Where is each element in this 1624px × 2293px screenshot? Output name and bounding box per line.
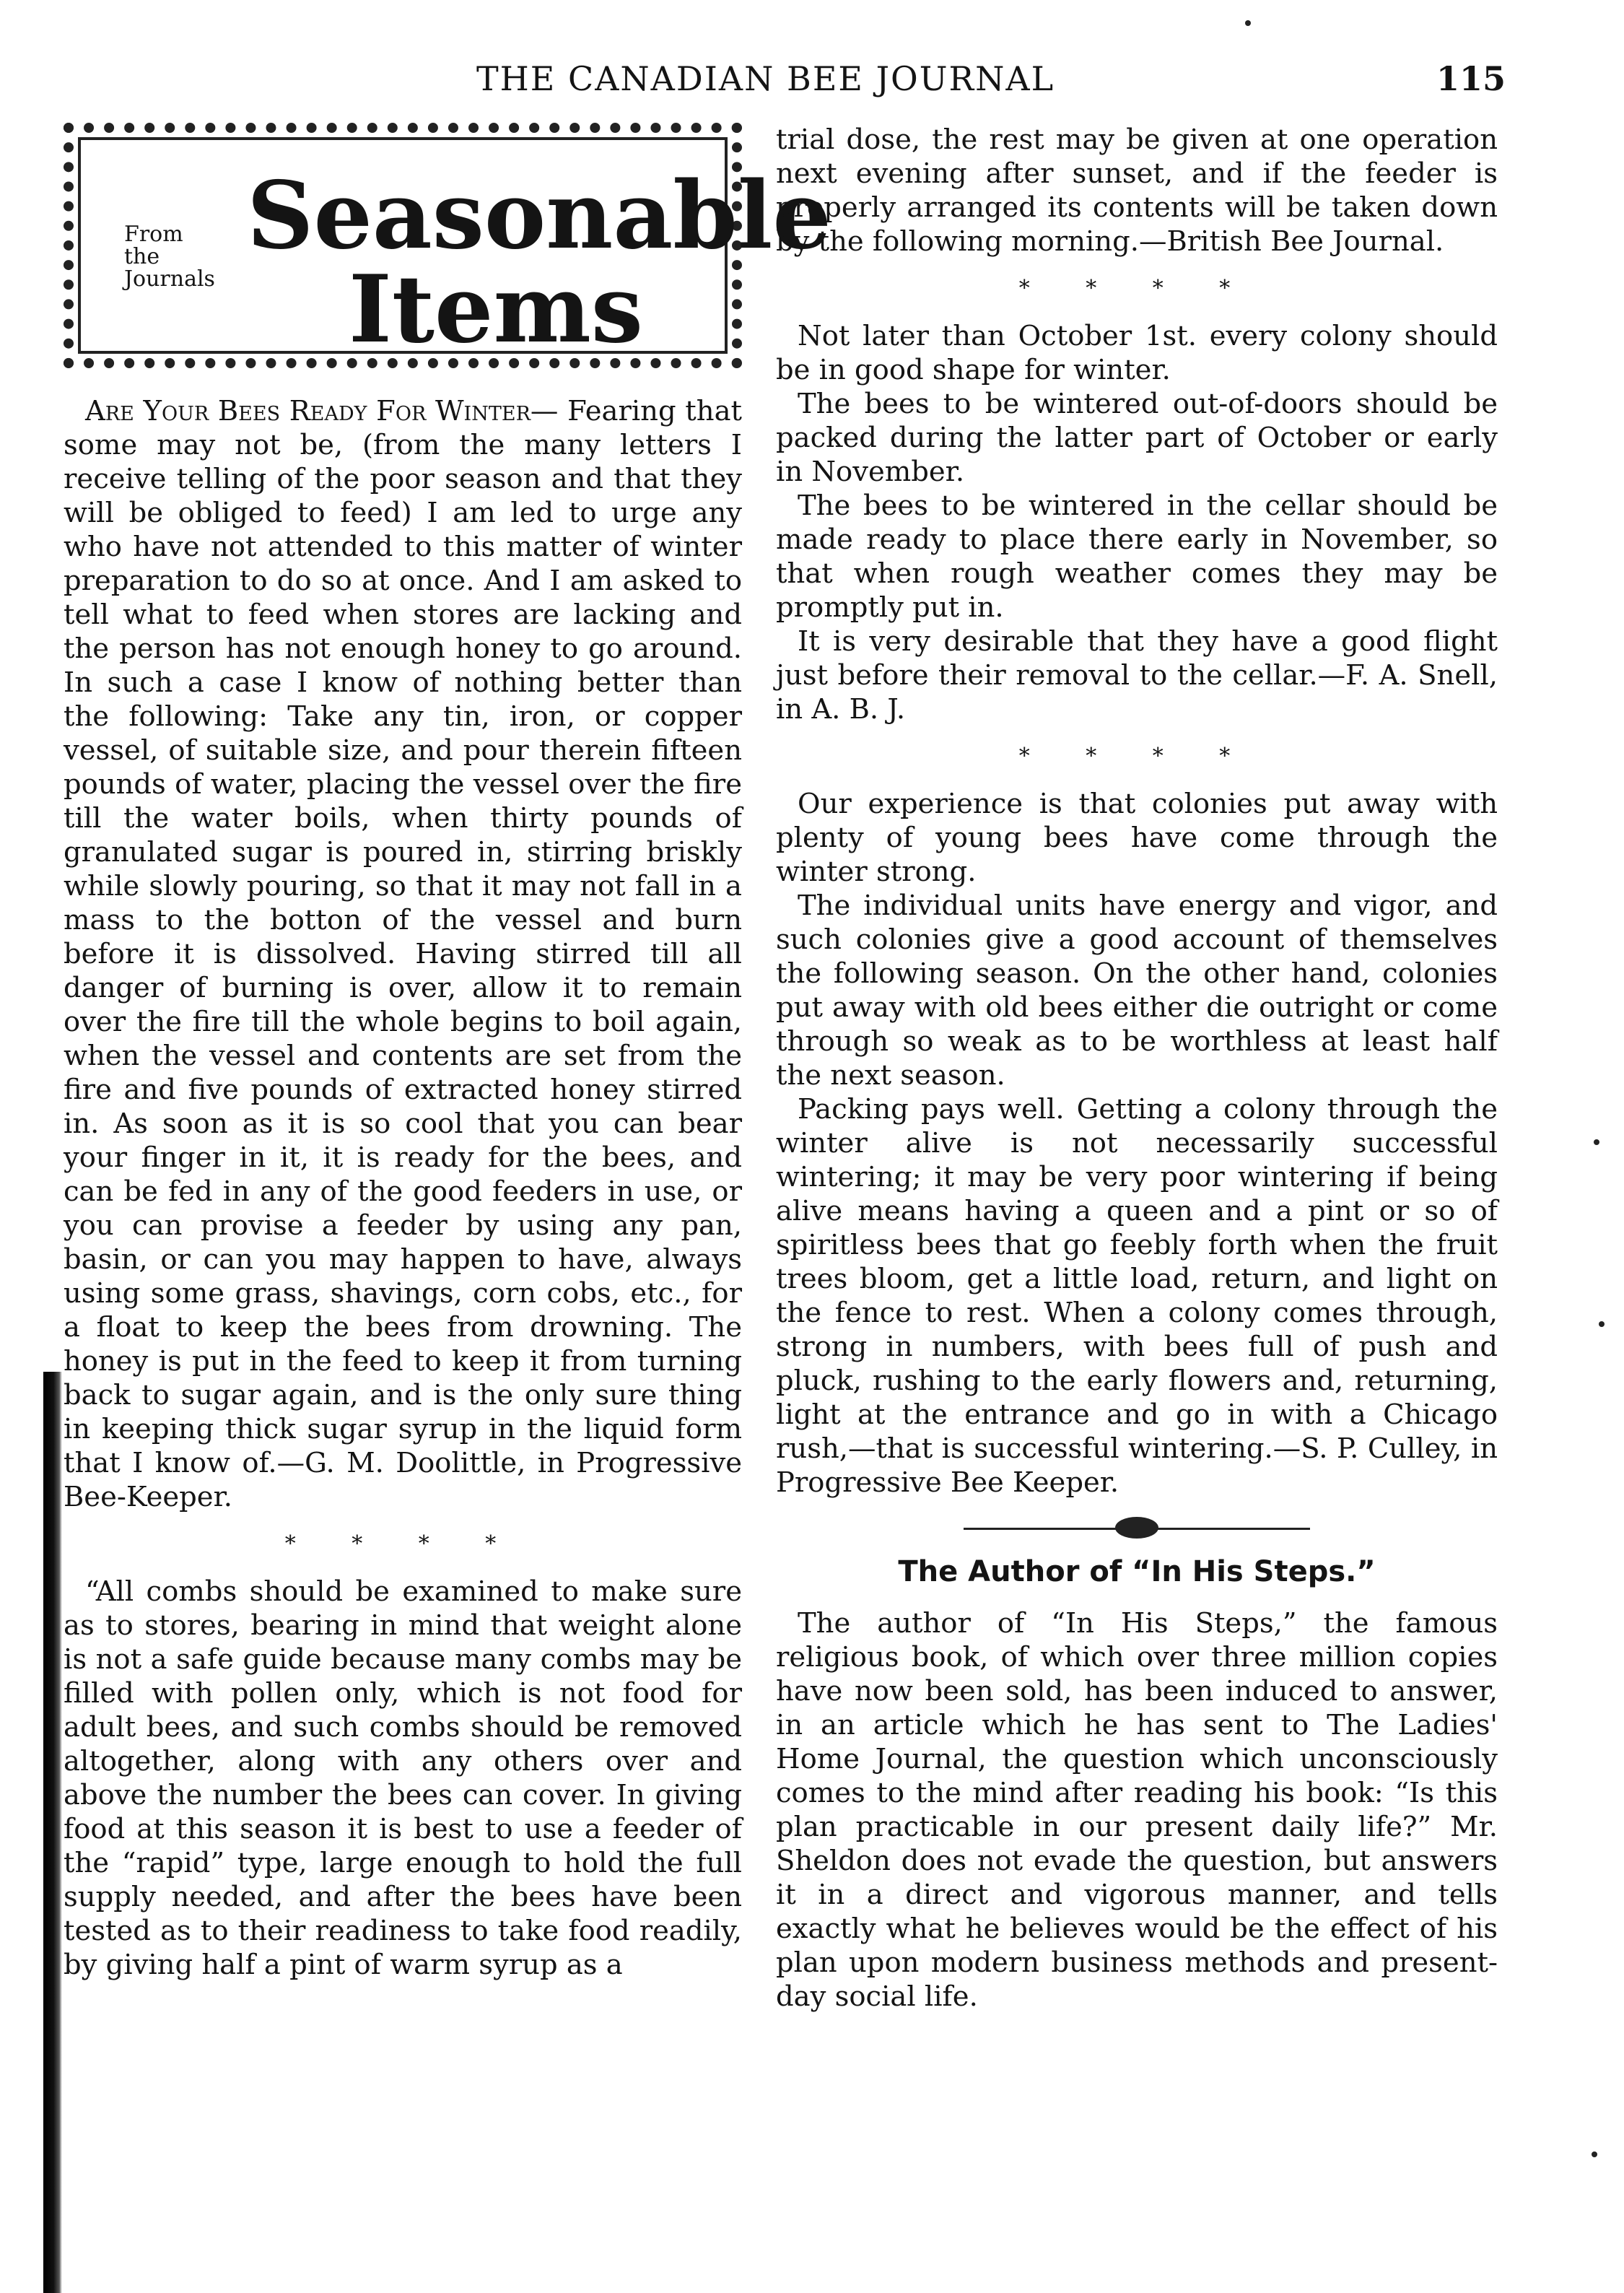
article-body: Fearing that some may not be, (from the many letters I receive telling of the poor season and that they will be obliged to feed) I am led to urge any who have not attended to this matter of winter preparation to do so at once. And I am asked to tell what to feed when stores are lacking and the person has not enough honey to go around. In such a case I know of nothing better than the following: Take any tin, iron, or copper vessel, of suitable size, and pour therein fifteen pounds of water, placing the vessel over the fire till the water boils, when thirty pounds of granulated sugar is poured in, stirring briskly while slowly pouring, so that it may not fall in a mass to the botton of the vessel and burn before it is dissolved. Having stirred till all danger of burning is over, allow it to remain over the fire till the whole begins to boil again, when the vessel and contents are set from the fire and five pounds of extracted honey stirred in. As soon as it is so cool that you can bear your finger in it, it is ready for the bees, and can be fed in any of the good feeders in use, or you can provise a feeder by using any pan, basin, or can you may happen to have, always using some grass, shavings, corn cobs, etc., for a float to keep the bees from drowning. The honey is put in the feed to keep it from turning back to sugar again, and is the only sure thing in keeping thick sugar syrup in the liquid form that I know of.—G. M. Doolittle, in Progressive Bee-Keeper. — [64, 395, 742, 1513]
running-head — [0, 59, 1624, 110]
article-paragraph: The individual units have energy and vigor, and such colonies give a good account of themselves the following season. On the other hand, colonies put away with old bees either die outright or come through so weak as to be worthless at least half the next season. — [776, 889, 1498, 1092]
page-speck — [1599, 1321, 1605, 1327]
article-paragraph: The bees to be wintered out-of-doors should be packed during the latter part of October or early in November. — [776, 388, 1498, 488]
section-subtitle — [124, 223, 215, 290]
rule-ornament — [1115, 1517, 1158, 1539]
ornamental-rule — [964, 1514, 1310, 1543]
journal-title: THE CANADIAN BEE JOURNAL — [476, 59, 1055, 98]
page-speck — [1594, 1139, 1599, 1145]
article-paragraph: Our experience is that colonies put away with plenty of young bees have come through the winter strong. — [776, 788, 1498, 888]
article-paragraph — [64, 394, 742, 1514]
article-paragraph: The bees to be wintered in the cellar should be made ready to place there early in November, so that when rough weather comes they may be promptly put in. — [776, 490, 1498, 624]
article-paragraph: “All combs should be examined to make sure as to stores, bearing in mind that weight alone is not a safe guide because many combs may be filled with pollen only, which is not food for adult bees, and such combs should be removed altogether, along with any others over and above the number the bees can cover. In giving food at this season it is best to use a feeder of the “rapid” type, large enough to hold the full supply needed, and after the bees have been tested as to their readiness to take food readily, by giving half a pint of warm syrup as a — [64, 1575, 742, 1981]
section-title-line: Items — [349, 256, 643, 364]
article-paragraph: It is very desirable that they have a good flight just before their removal to the cellar.—F. A. Snell, in A. B. J. — [776, 625, 1498, 726]
page-speck — [1592, 2151, 1597, 2157]
article-title: The Author of “In His Steps.” — [898, 1555, 1376, 1588]
section-subtitle-line: From — [124, 222, 183, 247]
section-header-box — [64, 123, 831, 368]
section-subtitle-line: the — [124, 244, 160, 269]
left-column — [64, 123, 831, 1982]
binding-edge — [43, 1372, 62, 2293]
article-paragraph: Not later than October 1st. every colony should be in good shape for winter. — [776, 320, 1498, 386]
article-heading: Are Your Bees Ready For Winter— — [85, 395, 559, 427]
section-title-line: Seasonable — [247, 162, 831, 270]
article-paragraph: Packing pays well. Getting a colony through the winter alive is not necessarily successful wintering; it may be very poor wintering if being alive means having a queen and a pint or so of spiritless bees that go feebly forth when the fruit trees bloom, get a little load, return, and light on the fence to rest. When a colony comes through, strong in numbers, with bees full of push and pluck, rushing to the early flowers and, returning, light at the entrance and go in with a Chicago rush,—that is successful wintering.—S. P. Culley, in Progressive Bee Keeper. — [776, 1093, 1498, 1499]
section-subtitle-line: Journals — [124, 266, 215, 292]
section-separator: * * * * — [1018, 744, 1255, 769]
section-separator: * * * * — [284, 1531, 521, 1557]
right-column — [776, 123, 1498, 2014]
article-paragraph: trial dose, the rest may be given at one operation next evening after sunset, and if the feeder is properly arranged its contents will be taken down by the following morning.—British Bee Journal. — [776, 123, 1498, 258]
section-title — [247, 162, 831, 364]
page-number: 115 — [1436, 59, 1506, 98]
article-paragraph: The author of “In His Steps,” the famous religious book, of which over three million copies have now been sold, has been induced to answer, in an article which he has sent to The Ladies' Home Journal, the question which unconsciously comes to the mind after reading his book: “Is this plan practicable in our present daily life?” Mr. Sheldon does not evade the question, but answers it in a direct and vigorous manner, and tells exactly what he believes would be the effect of his plan upon modern business methods and present-day social life. — [776, 1607, 1498, 2013]
section-separator: * * * * — [1018, 276, 1255, 301]
page-speck — [1245, 20, 1251, 26]
